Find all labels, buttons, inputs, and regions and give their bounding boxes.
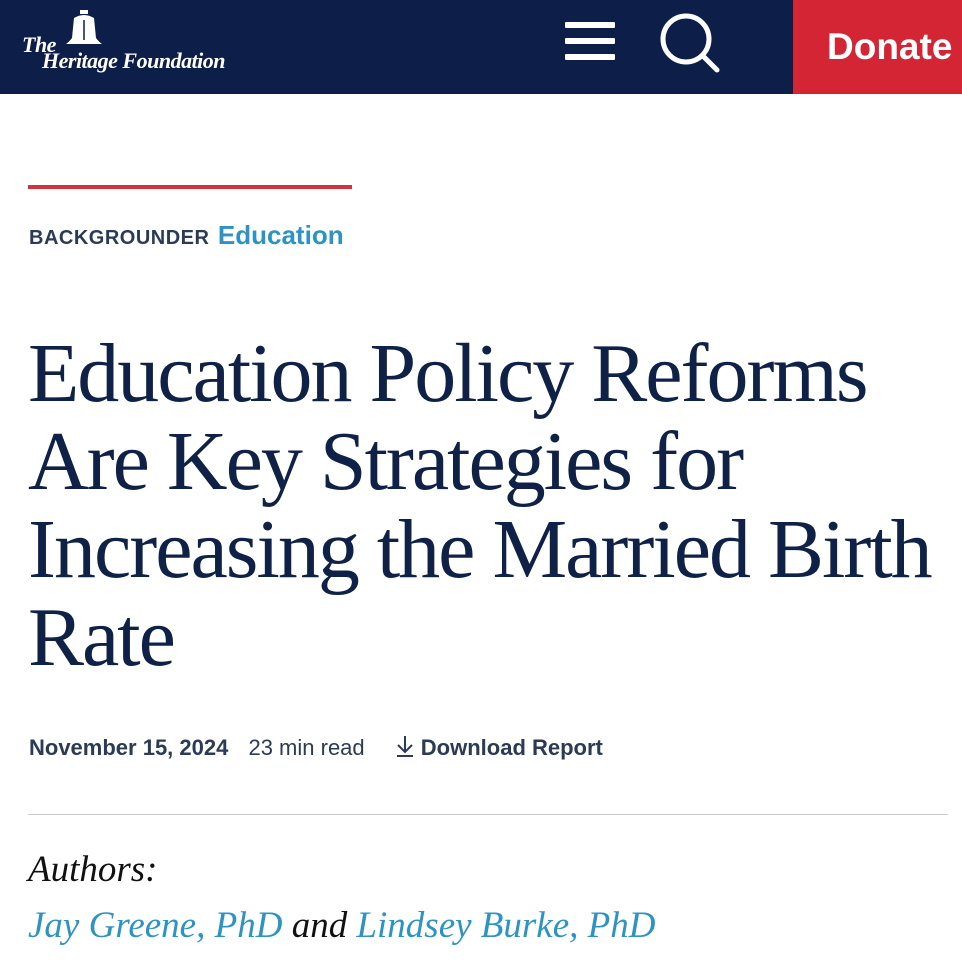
read-time: 23 min read <box>248 735 365 760</box>
authors-conjunction: and <box>291 905 348 946</box>
publish-date: November 15, 2024 <box>29 735 229 760</box>
search-icon[interactable] <box>656 10 722 76</box>
authors-line <box>28 904 655 947</box>
download-icon <box>395 734 415 758</box>
divider <box>28 814 948 815</box>
logo-the-text: The <box>22 32 56 57</box>
download-report-label: Download Report <box>420 735 603 760</box>
hamburger-menu-icon[interactable] <box>560 16 620 66</box>
donate-button[interactable]: Donate <box>793 0 962 94</box>
article-title: Education Policy Reforms Are Key Strategies for Increasing the Married Birth Rate <box>28 327 931 684</box>
liberty-bell-icon <box>66 10 102 48</box>
site-header <box>0 0 962 94</box>
article-type-label: BACKGROUNDER <box>29 227 210 249</box>
topic-link-education[interactable]: Education <box>217 220 344 250</box>
logo-name-text: Heritage Foundation <box>42 48 226 73</box>
heritage-logo[interactable] <box>18 8 248 78</box>
author-link-jay-greene[interactable]: Jay Greene, PhD <box>28 905 283 946</box>
author-link-lindsey-burke[interactable]: Lindsey Burke, PhD <box>356 905 656 946</box>
article-meta <box>29 734 603 764</box>
authors-label: Authors: <box>28 849 158 890</box>
download-report-link[interactable] <box>395 734 603 761</box>
accent-line <box>28 185 352 189</box>
article-kicker <box>29 220 344 251</box>
